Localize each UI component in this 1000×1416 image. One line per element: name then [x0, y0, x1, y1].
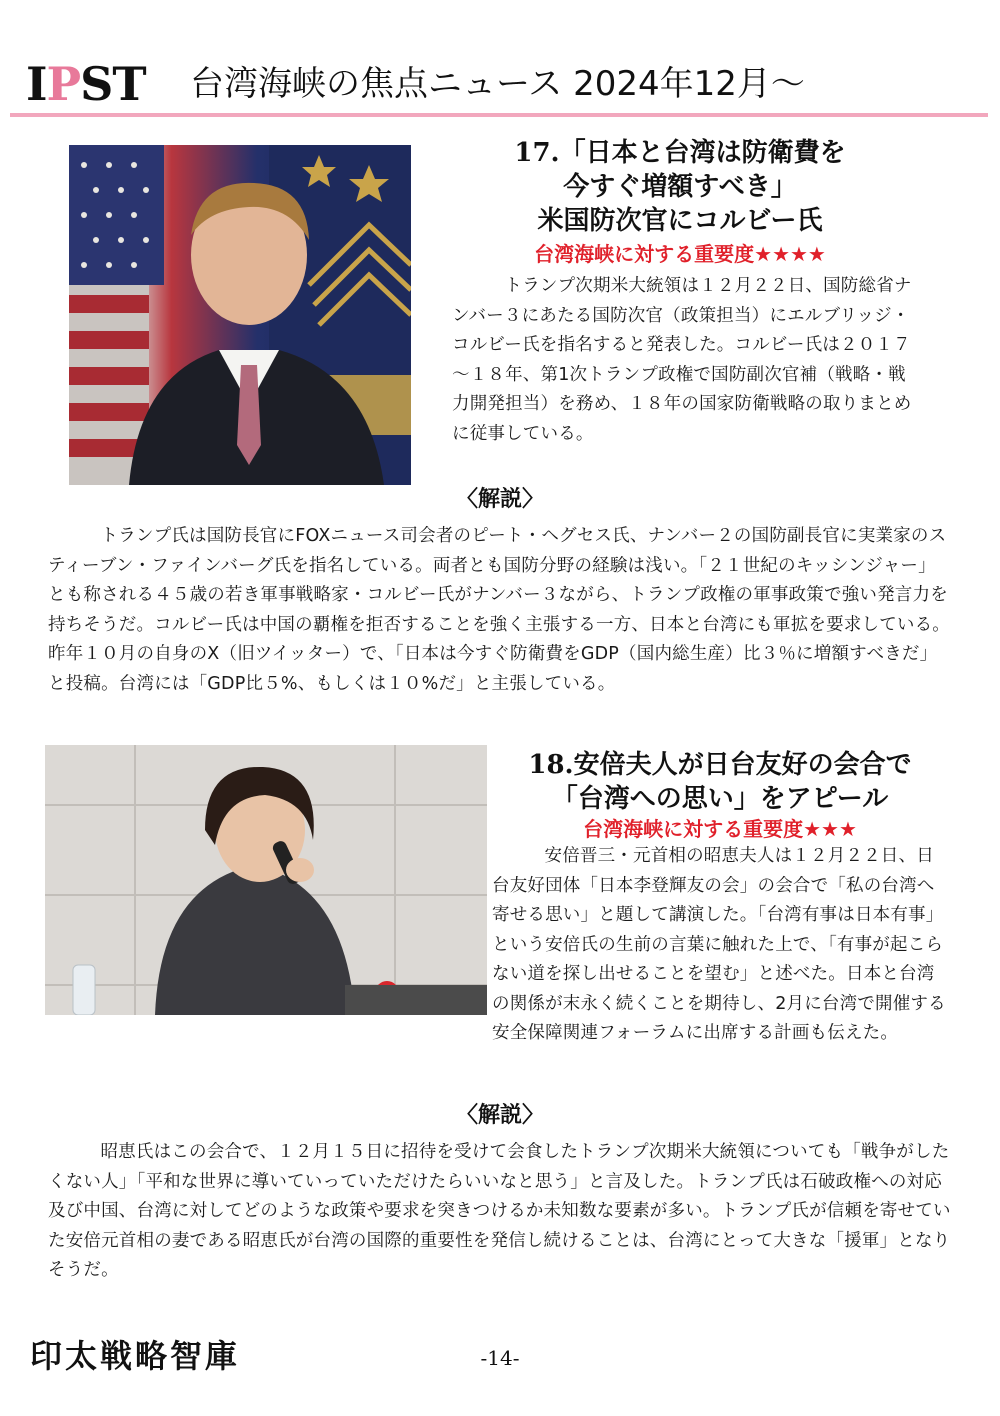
page-number: -14- [480, 1346, 520, 1370]
article-17-commentary: トランプ氏は国防長官にFOXニュース司会者のピート・ヘグセス氏、ナンバー２の国防副長官に実業家のスティーブン・ファインバーグ氏を指名している。両者とも国防分野の経験は浅い。「２１世紀のキッシンジャー」とも称される４５歳の若き軍事戦略家・コルビー氏がナンバー３ながら、トランプ政権の軍事政策で強い発言力を持ちそうだ。コルビー氏は中国の覇権を拒否することを強く主張する一方、日本と台湾にも軍拡を要求している。昨年１０月の自身のX（旧ツイッター）で、「日本は今すぐ防衛費をGDP（国内総生産）比３％に増額すべきだ」と投稿。台湾には「GDP比５%、もしくは１０%だ」と主張している。 [48, 526, 950, 694]
footer-brand: 印太戦略智庫 [30, 1337, 241, 1375]
colby-portrait-photo [69, 145, 411, 485]
article-17-body: トランプ次期米大統領は１２月２２日、国防総省ナンバー３にあたる国防次官（政策担当）にエルブリッジ・コルビー氏を指名すると発表した。コルビー氏は２０１７～１８年、第1次トランプ政権で国防副次官補（戦略・戦力開発担当）を務め、１８年の国家防衛戦略の取りまとめに従事している。 [452, 276, 912, 444]
article-17-commentary-heading: 〈解説〉 [455, 486, 544, 512]
article-18-commentary-heading: 〈解説〉 [455, 1102, 544, 1128]
article-18-body: 安倍晋三・元首相の昭恵夫人は１２月２２日、日台友好団体「日本李登輝友の会」の会合で「私の台湾へ寄せる思い」と題して講演した。「台湾有事は日本有事」という安倍氏の生前の言葉に触れた上で、「有事が起こらない道を探し出せることを望む」と述べた。日本と台湾の関係が末永く続くことを期待し、2月に台湾で開催する安全保障関連フォーラムに出席する計画も伝えた。 [492, 846, 946, 1043]
header-divider [10, 113, 988, 117]
header-title: 台湾海峡の焦点ニュース 2024年12月～ [190, 64, 805, 104]
akie-abe-speech-photo [45, 745, 487, 1015]
article-18-importance-rating: 台湾海峡に対する重要度★★★ [583, 817, 857, 841]
article-17-title: 17.「日本と台湾は防衛費を 今すぐ増額すべき」 米国防次官にコルビー氏 [514, 138, 846, 236]
page-header [22, 58, 982, 110]
ipst-logo: IPST [26, 57, 146, 111]
article-18-title: 18.安倍夫人が日台友好の会合で 「台湾への思い」をアピール [528, 750, 912, 814]
article-17-importance-rating: 台湾海峡に対する重要度★★★★ [534, 242, 826, 266]
article-18-commentary: 昭恵氏はこの会合で、１２月１５日に招待を受けて会食したトランプ次期米大統領についても「戦争がしたくない人」「平和な世界に導いていっていただけたらいいなと思う」と言及した。トランプ氏は石破政権への対応及び中国、台湾に対してどのような政策や要求を突きつけるか未知数な要素が多い。トランプ氏が信頼を寄せていた安倍元首相の妻である昭恵氏が台湾の国際的重要性を発信し続けることは、台湾にとって大きな「援軍」となりそうだ。 [48, 1142, 951, 1280]
